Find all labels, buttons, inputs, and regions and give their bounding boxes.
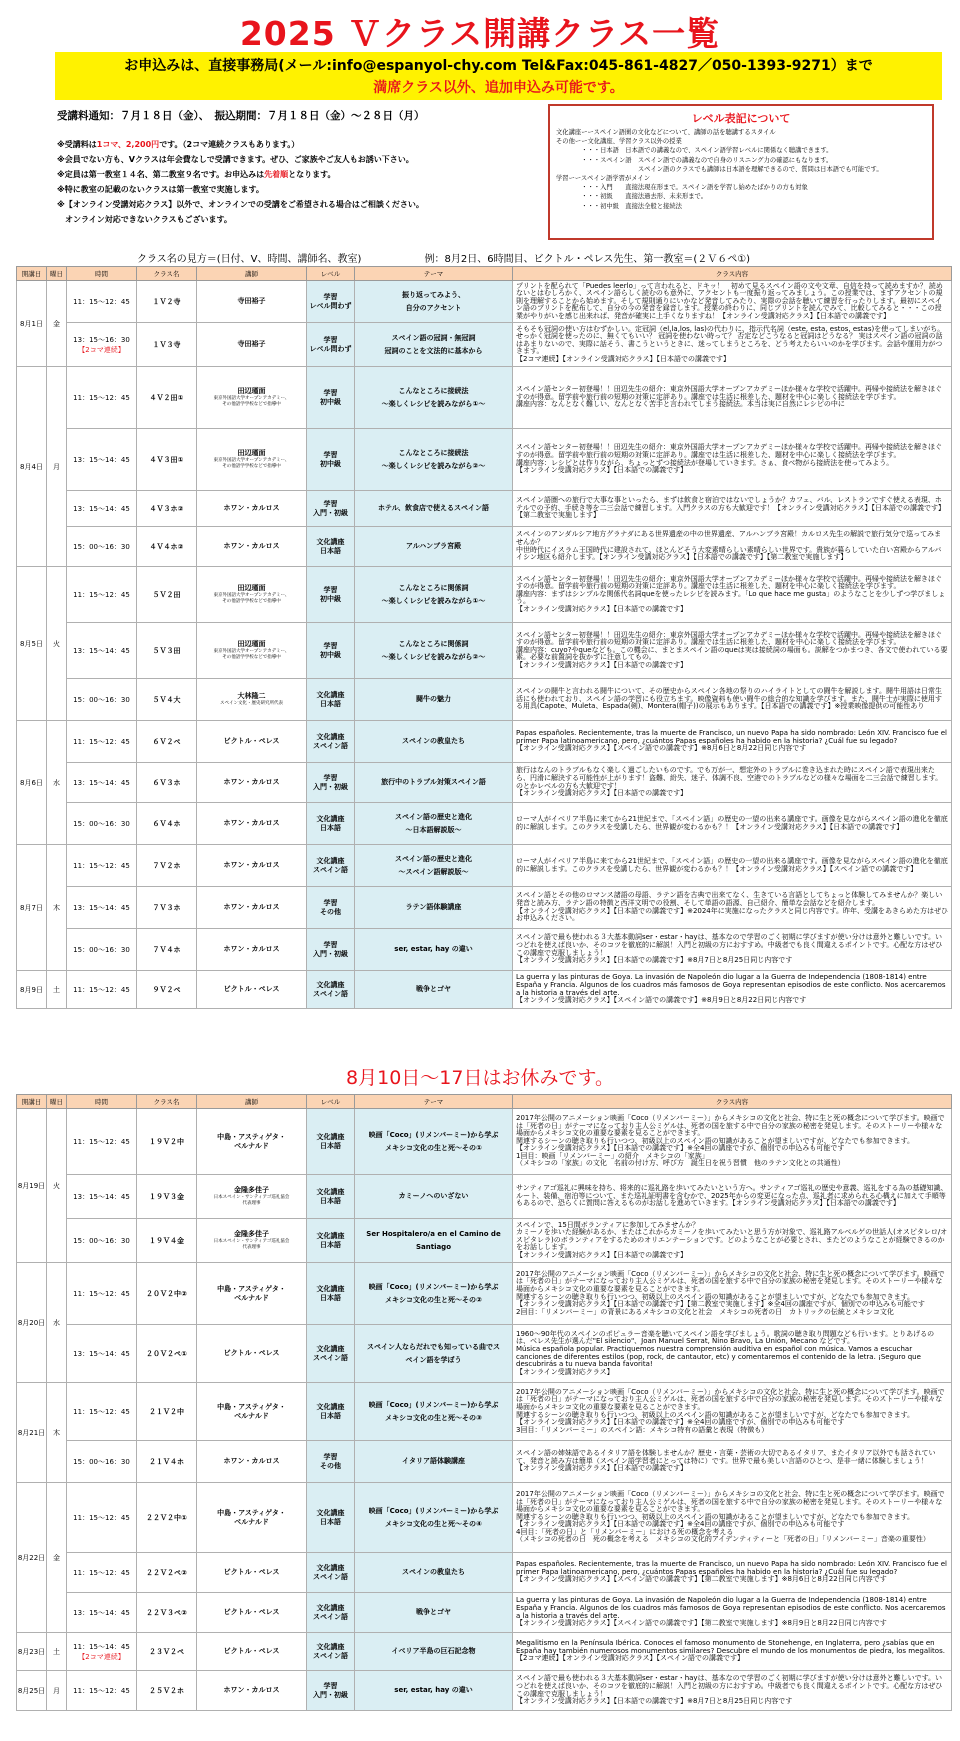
time-cell: 13：15～14：45	[67, 491, 137, 527]
class-name-cell: ７Ｖ２ホ	[137, 845, 197, 887]
weekday-cell: 火	[47, 567, 67, 721]
class-name-cell: ２２Ｖ３ペ②	[137, 1593, 197, 1633]
info-section	[0, 100, 960, 275]
page-title: 2025 Ｖクラス開講クラス一覧	[239, 14, 721, 53]
theme-cell: ser, estar, hay の違い	[355, 929, 513, 971]
content-cell: スペインの闘牛と言われる闘牛について、その歴史からスペイン各地の祭りのハイライトとしての闘牛を解説します。闘牛用語は日常生活にも使われており、スペイン語の学習にも役立ちます。映像資料も使い闘牛の総合的な知識を学びます。また、闘牛士が実際に使用する用具(Capote、Muleta、Espada(剣)、Montera(帽子))の展示もあります。【日本語での講義です】※授業映像提供の可能性あり	[513, 679, 952, 721]
table-row	[17, 971, 952, 1009]
teacher-cell: ビクトル・ペレス	[197, 1593, 307, 1633]
note-line: オンライン対応できないクラスもございます。	[57, 215, 232, 224]
teacher-affiliation: スペイン文化・歴史研究所代表	[220, 701, 283, 706]
time-cell: 15：00～16：30	[67, 929, 137, 971]
teacher-cell: 中島・アスティゲタ・ ベルナルド	[197, 1383, 307, 1441]
time-cell: 11：15～12：45	[67, 1263, 137, 1325]
weekday-cell: 水	[47, 721, 67, 845]
content-cell: スペイン語圏への旅行で大事な事といったら、まずは飲食と宿泊ではないでしょうか？カフェ、バル、レストランですぐ使える表現、ホテルでの予約、手続き等を二三会話で練習します。入門クラスの方も大歓迎です！【オンライン受講対応クラス】【日本語での講義です】【第二教室で実施します】	[513, 491, 952, 527]
weekday-cell: 金	[47, 281, 67, 367]
level-cell: 文化講座 スペイン語	[307, 1553, 355, 1593]
time-cell: 13：15～16：30 【2コマ連続】	[67, 323, 137, 367]
class-name-legend-label: クラス名の見方＝(日付、V、時間、講師名、教室)	[137, 254, 362, 265]
teacher-cell: ホワン・カルロス	[197, 527, 307, 567]
time-cell: 11：15～12：45	[67, 1483, 137, 1553]
teacher-cell: 田辺瑾面 東京外国語大学オープンアカデミー、 その他語学学校などで指導中	[197, 367, 307, 429]
class-name-cell: １Ｖ３寺	[137, 323, 197, 367]
class-name-cell: ４Ｖ２田①	[137, 367, 197, 429]
fee-dates: 受講料通知：７月１８日（金）、 振込期間：７月１８日（金）～２８日（月）	[57, 110, 425, 122]
level-cell: 学習 レベル問わず	[307, 281, 355, 323]
time-cell: 11：15～12：45	[67, 721, 137, 763]
time-cell: 13：15～14：45	[67, 1175, 137, 1219]
content-cell: スペイン語センター初登場！！田辺先生の紹介：東京外国語大学オープンアカデミーほか様々な学校で活躍中。再帰や接続法を解きほぐすのが得意。留学前や旅行前の短期の対策に定評あり。講座では生活に根差した、題材を中心に楽しく接続法を学びます。 講座内容：cuyo?やqueなども。この機会に、まとまスペイン語のqueは実は接続詞の場面も。説解をつかまつき、各文で使われている要素。必要な前置詞を抜かずに注意してもの。 【オンライン受講対応クラス】【日本語での講義です】	[513, 623, 952, 679]
content-cell: La guerra y las pinturas de Goya. La invasión de Napoleón dio lugar a la Guerra de Independencia (1808-1814) entre España y Francia. Algunos de los cuadros más famosos de Goya representan episodios de este conflicto. Nos acercaremos a la historia a través del arte. 【オンライン受講対応クラス】【スペイン語での講義です】【第二教室で実施します】※8月9日と8月22日同じ内容です	[513, 1593, 952, 1633]
time-cell: 13：15～14：45	[67, 1325, 137, 1383]
theme-cell: スペインの教皇たち	[355, 721, 513, 763]
content-cell: 2017年公開のアニメーション映画「Coco（リメンバーミー）」からメキシコの文化と社会、特に生と死の概念について学びます。映画では「死者の日」がテーマになっており主人公ミゲルは、死者の国を旅する中で自分の家族の秘密を発見します。そのストーリーや様々な場面からメキシコ文化の重要な要素を見ることができます。 関連するシーンの聴き取りも行いつつ、初級以上のスペイン語の知識があることが望ましいですが、どなたでも参加できます。 【オンライン受講対応クラス】【日本語での講義です】【第二教室で実施します】※全4回の講座ですが、個別での申込みも可能です 2回目：「リメンバーミー」の背景にあるメキシコの文化と社会 メキシコの死者の日 カトリックの伝統とメキシコ文化	[513, 1263, 952, 1325]
teacher-cell: ビクトル・ペレス	[197, 1325, 307, 1383]
time-cell: 15：00～16：30	[67, 527, 137, 567]
class-name-legend	[137, 250, 750, 265]
level-cell: 文化講座 スペイン語	[307, 971, 355, 1009]
teacher-cell: 田辺瑾面 東京外国語大学オープンアカデミー、 その他語学学校などで指導中	[197, 623, 307, 679]
level-legend-text: 文化講座ーースペイン語圏の文化などについて、講師の話を聴講するスタイル その他ーー文化講座、学習クラス以外の授業 ・・・日本語 日本語での講義なので、スペイン語学習レベルに関係なく聴講できます。 ・・・スペイン語 スペイン語での講義なので自身のリスニング力の確認にもなります。 スペイン語のクラスでも講師は日本語を理解できるので、質問は日本語でも可能です。 学習ーースペイン語学習がメイン ・・・入門 直接法現在形まで。スペイン語を学習し始めたばかりの方も対象 ・・・初級 直接法過去形、未来形まで。 ・・・初中級 直接法全般と接続法	[556, 129, 883, 210]
date-cell: 8月7日	[17, 845, 47, 971]
table-row	[17, 527, 952, 567]
class-name-cell: ９Ｖ２ペ	[137, 971, 197, 1009]
teacher-cell: 金隆多佳子 日本スペイン・サンティアゴ巡礼協会 代表理事	[197, 1219, 307, 1263]
content-cell: 2017年公開のアニメーション映画「Coco（リメンバーミー）」からメキシコの文化と社会、特に生と死の概念について学びます。映画では「死者の日」がテーマになっており主人公ミゲルは、死者の国を旅する中で自分の家族の秘密を発見します。そのストーリーや様々な場面からメキシコ文化の重要な要素を見ることができます。 関連するシーンの聴き取りも行いつつ、初級以上のスペイン語の知識があることが望ましいですが、どなたでも参加できます。 【オンライン受講対応クラス】【日本語での講義です】※全4回の講座ですが、個別での申込みも可能です 4回目：「死者の日」と「リメンバーミー」における死の概念を考える （メキシコの死者の日 死の概念を考える メキシコの文化的アイデンティティーと「死者の日」「リメンバーミー」音楽の重要性）	[513, 1483, 952, 1553]
teacher-cell: 田辺瑾面 東京外国語大学オープンアカデミー、 その他語学学校などで指導中	[197, 429, 307, 491]
theme-cell: 戦争とゴヤ	[355, 971, 513, 1009]
content-cell: 旅行はなんのトラブルもなく楽しく過ごしたいものです。でも万が一、想定外のトラブルに巻き込まれた時にスペイン語で表現出来たら、円滑に解決する可能性が上がります！盗難、紛失、迷子、体調不良、空港でのトラブルなどの様々な場面を二三会話で練習します。のとかレベルの方も大歓迎です！ 【オンライン受講対応クラス】【日本語での講義です】	[513, 763, 952, 803]
table-row	[17, 845, 952, 887]
weekday-cell: 月	[47, 367, 67, 567]
teacher-cell: 中島・アスティゲタ・ ベルナルド	[197, 1109, 307, 1175]
class-name-cell: ２０Ｖ２ペ①	[137, 1325, 197, 1383]
level-cell: 文化講座 スペイン語	[307, 845, 355, 887]
theme-cell: こんなところに関係詞 ～楽しくレシピを読みながら②～	[355, 623, 513, 679]
content-cell: スペイン語で最も使われる３大基本動詞ser・estar・hayは、基本なので学習のごく初期に学びますが使い分けは意外と難しいです。いつどれを使えば良いか、そのコツを徹底的に解説！入門と初級の方におすすめ。中級者でも良く間違えるポイントです。心配な方はぜひこの講座で克服しましょう！ 【オンライン受講対応クラス】【日本語での講義です】※8月7日と8月25日同じ内容です	[513, 1671, 952, 1711]
class-name-cell: ７Ｖ３ホ	[137, 887, 197, 929]
table-header-row	[17, 267, 952, 281]
time-cell: 15：00～16：30	[67, 1219, 137, 1263]
time-cell: 15：00～16：30	[67, 803, 137, 845]
table-row	[17, 1593, 952, 1633]
time-cell: 11：15～12：45	[67, 845, 137, 887]
level-cell: 文化講座 日本語	[307, 527, 355, 567]
schedule-table-early-august	[16, 266, 952, 1009]
level-cell: 学習 入門・初級	[307, 929, 355, 971]
consecutive-note: 【2コマ連続】	[78, 1652, 125, 1661]
table-row	[17, 803, 952, 845]
content-cell: 1960〜90年代のスペインのポピュラー音楽を聴いてスペイン語を学びましょう。歌詞の聴き取り問題なども行います。とりあげるのは、ベレス先生が選んだ"El silencio"、Joan Manuel Serrat, Nino Bravo, La Unión, Mecano などです。 Música española popular. Practiquemos nuestra comprensión auditiva en español con música. Vamos a escuchar canciones de diferentes estilos (pop, rock, de cantautor, etc) y comentaremos el contenido de la letra. ¡Seguro que descubrirás a tu nueva banda favorita! 【オンライン受講対応クラス】	[513, 1325, 952, 1383]
teacher-cell: 大林隆二 スペイン文化・歴史研究所代表	[197, 679, 307, 721]
teacher-cell: 田辺瑾面 東京外国語大学オープンアカデミー、 その他語学学校などで指導中	[197, 567, 307, 623]
table-row	[17, 1553, 952, 1593]
teacher-cell: 中島・アスティゲタ・ ベルナルド	[197, 1483, 307, 1553]
class-name-cell: ４Ｖ３田①	[137, 429, 197, 491]
class-name-cell: ４Ｖ３ホ②	[137, 491, 197, 527]
column-header: 時間	[67, 1095, 137, 1109]
time-cell: 13：15～14：45	[67, 763, 137, 803]
class-name-cell: ２２Ｖ２ペ②	[137, 1553, 197, 1593]
table-row	[17, 491, 952, 527]
date-cell: 8月4日	[17, 367, 47, 567]
class-name-cell: ２１Ｖ２中	[137, 1383, 197, 1441]
class-name-cell: ６Ｖ３ホ	[137, 763, 197, 803]
theme-cell: 映画「Coco」(リメンバーミー)から学ぶ メキシコ文化の生と死～その③	[355, 1383, 513, 1441]
banner-availability: 満席クラス以外、追加申込み可能です。	[373, 80, 624, 96]
level-cell: 文化講座 日本語	[307, 1263, 355, 1325]
table-row	[17, 1441, 952, 1483]
level-cell: 文化講座 日本語	[307, 679, 355, 721]
level-cell: 学習 入門・初級	[307, 491, 355, 527]
weekday-cell: 月	[47, 1671, 67, 1711]
level-cell: 文化講座 日本語	[307, 803, 355, 845]
teacher-cell: ホワン・カルロス	[197, 845, 307, 887]
time-cell: 13：15～14：45	[67, 1593, 137, 1633]
weekday-cell: 水	[47, 1263, 67, 1383]
content-cell: ローマ人がイベリア半島に来てから21世紀まで、「スペイン語」の歴史の一望の出来る講座です。画像を見ながらスペイン語の進化を徹底的に解説します。このクラスを受講したら、世界観が変わるかも？！【オンライン受講対応クラス】【日本語での講義です】	[513, 803, 952, 845]
content-cell: ローマ人がイベリア半島に来てから21世紀まで、「スペイン語」の歴史の一望の出来る講座です。画像を見ながらスペイン語の進化を徹底的に解説します。このクラスを受講したら、世界観が変わるかも？！【オンライン受講対応クラス】【スペイン語での講義です】	[513, 845, 952, 887]
note-line: ※【オンライン受講対応クラス】以外で、オンラインでの受講をご希望される場合はご相談ください。	[57, 200, 424, 209]
weekday-cell: 土	[47, 971, 67, 1009]
weekday-cell: 木	[47, 1383, 67, 1483]
consecutive-note: 【2コマ連続】	[78, 345, 125, 354]
table-row	[17, 1175, 952, 1219]
column-header: 時間	[67, 267, 137, 281]
date-cell: 8月23日	[17, 1633, 47, 1671]
theme-cell: 映画「Coco」(リメンバーミー)から学ぶ メキシコ文化の生と死～その②	[355, 1263, 513, 1325]
theme-cell: ser, estar, hay の違い	[355, 1671, 513, 1711]
teacher-affiliation: 東京外国語大学オープンアカデミー、 その他語学学校などで指導中	[213, 458, 290, 469]
level-cell: 文化講座 スペイン語	[307, 1593, 355, 1633]
column-header: 開講日	[17, 267, 47, 281]
content-cell: プリントを配られて「Puedes leerlo」って言われると、ドキッ！ 初めて見るスペイン語の文や文章、自信を持って読めますか？ 読めないとはむしろかく、スペイン語らしく読むのも意外に、アクセントも一度振り返ってみましょう。この授業では、まずアクセントの規則を理解することから始めます。そして規則通りにいかなど発音してみたり、実際の会話を聴いて練習を行ったりします。最初にスペイン語のプリントを配布して、自分の今の発音を録音します。授業の終わりに、同じプリントを読んでみて、比較してみると・・・この授業がやりがいを感じ出来れば、発音が確実に上手くなりますね！【オンライン受講対応クラス】【日本語での講義です】	[513, 281, 952, 323]
time-cell: 11：15～12：45	[67, 1383, 137, 1441]
time-cell: 11：15～12：45	[67, 1553, 137, 1593]
holiday-notice: 8月10日～17日はお休みです。	[346, 1067, 614, 1089]
level-cell: 学習 レベル問わず	[307, 323, 355, 367]
column-header: レベル	[307, 267, 355, 281]
teacher-cell: ホワン・カルロス	[197, 763, 307, 803]
content-cell: スペイン語センター初登場！！田辺先生の紹介：東京外国語大学オープンアカデミーほか様々な学校で活躍中。再帰や接続法を解きほぐすのが得意。留学前や旅行前の短期の対策に定評あり。講座では生活に根差した、題材を中心に楽しく接続法を学びます。 講座内容：レシピとは作りながら、ちょっとずつ接続法が登場していきます。さぁ、食べ物がら接続法を使ってみよう。 【オンライン受講対応クラス】【日本語での講義です】	[513, 429, 952, 491]
column-header: クラス名	[137, 1095, 197, 1109]
theme-cell: こんなところに接続法 ～楽しくレシピを読みながら②～	[355, 429, 513, 491]
class-name-cell: ２０Ｖ２中②	[137, 1263, 197, 1325]
class-name-cell: １９Ｖ２中	[137, 1109, 197, 1175]
table-row	[17, 281, 952, 323]
table-row	[17, 323, 952, 367]
note-line: ※受講料は1コマ、2,200円です。（2コマ連続クラスもあります。）	[57, 140, 300, 149]
teacher-cell: 金隆多佳子 日本スペイン・サンティアゴ巡礼協会 代表理事	[197, 1175, 307, 1219]
table-row	[17, 1109, 952, 1175]
theme-cell: スペインの教皇たち	[355, 1553, 513, 1593]
class-name-cell: １Ｖ２寺	[137, 281, 197, 323]
date-cell: 8月21日	[17, 1383, 47, 1483]
column-header: レベル	[307, 1095, 355, 1109]
content-cell: サンティアゴ巡礼に興味を持ち、将来的に巡礼路を歩いてみたいという方へ。サンティアゴ巡礼の歴史や意義、巡礼をする為の基礎知識、ルート、装備、宿泊等について、また巡礼証明書を含むかで、2025年からの変更になった点、巡礼者に求められる心構えに加えて手順等もあるので、恐らくに質問に答えるものがお話しを進めていきます。【オンライン受講対応クラス】【日本語での講義です】	[513, 1175, 952, 1219]
date-cell: 8月6日	[17, 721, 47, 845]
class-name-cell: ６Ｖ４ホ	[137, 803, 197, 845]
theme-cell: イタリア語体験講座	[355, 1441, 513, 1483]
theme-cell: スペイン語の歴史と進化 ～日本語解説版～	[355, 803, 513, 845]
column-header: テーマ	[355, 1095, 513, 1109]
time-cell: 13：15～14：45	[67, 429, 137, 491]
theme-cell: アルハンブラ宮殿	[355, 527, 513, 567]
time-cell: 13：15～14：45	[67, 887, 137, 929]
column-header: 開講日	[17, 1095, 47, 1109]
date-cell: 8月5日	[17, 567, 47, 721]
table-row	[17, 763, 952, 803]
level-cell: 学習 入門・初級	[307, 763, 355, 803]
level-cell: 学習 入門・初級	[307, 1671, 355, 1711]
schedule-table-late-august	[16, 1094, 952, 1711]
table-row	[17, 1219, 952, 1263]
content-cell: スペイン語とその他のロマンス諸語の母語、ラテン語を古典で出来てなく、生きている言語としてちょっと体験してみませんか？楽しい発音と読み方、ラテン語の特徴と西洋文明での役割、そして単語の語源、自己紹介、簡単な会話などを紹介します。 【オンライン受講対応クラス】【日本語での講義です】※2024年に実施になったクラスと同じ内容です。昨年、受講をあきらめた方はぜひお申込みください。	[513, 887, 952, 929]
date-cell: 8月22日	[17, 1483, 47, 1633]
teacher-cell: ホワン・カルロス	[197, 929, 307, 971]
content-cell: スペイン語で最も使われる３大基本動詞ser・estar・hayは、基本なので学習のごく初期に学びますが使い分けは意外と難しいです。いつどれを使えば良いか、そのコツを徹底的に解説！入門と初級の方におすすめ。中級者でも良く間違えるポイントです。心配な方はぜひこの講座で克服しましょう！ 【オンライン受講対応クラス】【日本語での講義です】※8月7日と8月25日同じ内容です	[513, 929, 952, 971]
note-line: ※会員でない方も、Vクラスは年会費なしで受講できます。ぜひ、ご家族やご友人もお誘い下さい。	[57, 155, 414, 164]
level-cell: 文化講座 日本語	[307, 1383, 355, 1441]
table-row	[17, 1383, 952, 1441]
application-banner	[55, 52, 942, 100]
theme-cell: 映画「Coco」(リメンバーミー)から学ぶ メキシコ文化の生と死～その①	[355, 1109, 513, 1175]
teacher-cell: ホワン・カルロス	[197, 1671, 307, 1711]
time-cell: 11：15～12：45	[67, 971, 137, 1009]
theme-cell: ホテル、飲食店で使えるスペイン語	[355, 491, 513, 527]
time-cell: 11：15～12：45	[67, 1109, 137, 1175]
class-name-cell: ６Ｖ２ペ	[137, 721, 197, 763]
time-cell: 11：15～12：45	[67, 1671, 137, 1711]
level-cell: 文化講座 スペイン語	[307, 1633, 355, 1671]
content-cell: スペインで、15日間ボランティアに参加してみませんか？ カミーノを歩いた経験があるか、またはこれからカミーノを歩いてみたいと思う方が対象で、巡礼路アルベルゲの世話人(オスピタレロ/オスピタレラ)のボランティアをするためのオリエンテーションです。どのようなことが必要とされ、またどのようなことが経験できるのかをお話しします。 【オンライン受講対応クラス】【日本語での講義です】	[513, 1219, 952, 1263]
level-cell: 文化講座 日本語	[307, 1175, 355, 1219]
class-name-cell: ７Ｖ４ホ	[137, 929, 197, 971]
class-name-cell: ２１Ｖ４ホ	[137, 1441, 197, 1483]
weekday-cell: 火	[47, 1109, 67, 1263]
theme-cell: こんなところに関係詞 ～楽しくレシピを読みながら①～	[355, 567, 513, 623]
theme-cell: Ser Hospitalero/a en el Camino de Santiago	[355, 1219, 513, 1263]
date-cell: 8月1日	[17, 281, 47, 367]
content-cell: Megalitismo en la Península Ibérica. Conoces el famoso monumento de Stonehenge, en Inglaterra, pero ¿sabías que en España hay también numerosos monumentos similares? Descubre el mundo de los monumentos de piedra, los megalitos. 【2コマ連続】【オンライン受講対応クラス】【スペイン語での講義です】	[513, 1633, 952, 1671]
column-header: 講師	[197, 1095, 307, 1109]
date-cell: 8月25日	[17, 1671, 47, 1711]
time-cell: 11：15～12：45	[67, 367, 137, 429]
table-header-row	[17, 1095, 952, 1109]
teacher-affiliation: 日本スペイン・サンティアゴ巡礼協会 代表理事	[213, 1239, 290, 1250]
info-notes	[57, 108, 537, 227]
content-cell: 2017年公開のアニメーション映画「Coco（リメンバーミー）」からメキシコの文化と社会、特に生と死の概念について学びます。映画では「死者の日」がテーマになっており主人公ミゲルは、死者の国を旅する中で自分の家族の秘密を発見します。そのストーリーや様々な場面からメキシコ文化の重要な要素を見ることができます。 関連するシーンの聴き取りも行いつつ、初級以上のスペイン語の知識があることが望ましいですが、どなたでも参加できます。 【オンライン受講対応クラス】【日本語での講義です】※全4回の講座ですが、個別での申込みも可能です 1回目：映画「リメンバーミー」の紹介 メキシコの「家族」 （メキシコの「家族」の文化 名前の付け方、呼び方 誕生日を祝う習慣 他のラテン文化との共通性）	[513, 1109, 952, 1175]
class-name-cell: ５Ｖ２田	[137, 567, 197, 623]
table-row	[17, 887, 952, 929]
level-cell: 文化講座 スペイン語	[307, 1325, 355, 1383]
level-cell: 文化講座 日本語	[307, 1219, 355, 1263]
table-row	[17, 1633, 952, 1671]
teacher-cell: ビクトル・ペレス	[197, 721, 307, 763]
banner-contact: お申込みは、直接事務局(メール:info@espanyol-chy.com Tel&Fax:045-861-4827／050-1393-9271）まで	[124, 58, 873, 74]
table-row	[17, 679, 952, 721]
teacher-affiliation: 東京外国語大学オープンアカデミー、 その他語学学校などで指導中	[213, 593, 290, 604]
class-name-cell: ５Ｖ３田	[137, 623, 197, 679]
teacher-cell: 寺田裕子	[197, 281, 307, 323]
notes-list	[57, 137, 537, 227]
class-name-cell: ２５Ｖ２ホ	[137, 1671, 197, 1711]
theme-cell: カミーノへのいざない	[355, 1175, 513, 1219]
time-cell: 11：15～12：45	[67, 281, 137, 323]
weekday-cell: 金	[47, 1483, 67, 1633]
theme-cell: こんなところに接続法 ～楽しくレシピを読みながら①～	[355, 367, 513, 429]
table-row	[17, 1263, 952, 1325]
content-cell: Papas españoles. Recientemente, tras la muerte de Francisco, un nuevo Papa ha sido nombrado: León XIV. Francisco fue el primer Papa latinoamericano, pero, ¿cuántos Papas españoles ha habido en la historia? ¿Cuál fue su legado? 【オンライン受講対応クラス】【スペイン語での講義です】※8月6日と8月22日同じ内容です	[513, 721, 952, 763]
class-name-cell: １９Ｖ３金	[137, 1175, 197, 1219]
content-cell: La guerra y las pinturas de Goya. La invasión de Napoleón dio lugar a la Guerra de Independencia (1808-1814) entre España y Francia. Algunos de los cuadros más famosos de Goya representan episodios de este conflicto. Nos acercaremos a la historia a través del arte. 【オンライン受講対応クラス】【スペイン語での講義です】※8月9日と8月22日同じ内容です	[513, 971, 952, 1009]
level-cell: 文化講座 日本語	[307, 1109, 355, 1175]
column-header: 曜日	[47, 1095, 67, 1109]
content-cell: そもそも冠詞の使い方はむずかしい。定冠詞（el,la,los, las)の代わりに、指示代名詞（este, esta, estos, estas)を使ってしまいがち。 せっかく冠詞を使ったのに、無くてもいい？ 冠詞を使わない時って？ 否定などこうなると冠詞はどうなる？ 実はスペイン語の冠詞の話はあまりないので、実際に話そう、書こうというときに、迷ってしまうところを、どう考えたらいいのかを学びます。会話や運用力がつきます。 【2コマ連続】【オンライン受講対応クラス】【日本語での講義です】	[513, 323, 952, 367]
table-row	[17, 1483, 952, 1553]
teacher-cell: ホワン・カルロス	[197, 887, 307, 929]
time-cell: 15：00～16：30	[67, 1441, 137, 1483]
time-cell: 13：15～14：45	[67, 623, 137, 679]
time-cell: 15：00～16：30	[67, 679, 137, 721]
column-header: クラス内容	[513, 1095, 952, 1109]
content-cell: スペイン語センター初登場！！田辺先生の紹介：東京外国語大学オープンアカデミーほか様々な学校で活躍中。再帰や接続法を解きほぐすのが得意。留学前や旅行前の短期の対策に定評あり。講座では生活に根差した、題材を中心に楽しく接続法を学びます。 講座内容：なんとなく難しい、なんとなく苦手と言われてしまう接続法。本当は実に自然にレシピの中に	[513, 367, 952, 429]
theme-cell: ラテン語体験講座	[355, 887, 513, 929]
content-cell: 2017年公開のアニメーション映画「Coco（リメンバーミー）」からメキシコの文化と社会、特に生と死の概念について学びます。映画では「死者の日」がテーマになっており主人公ミゲルは、死者の国を旅する中で自分の家族の秘密を発見します。そのストーリーや様々な場面からメキシコ文化の重要な要素を見ることができます。 関連するシーンの聴き取りも行いつつ、初級以上のスペイン語の知識があることが望ましいですが、どなたでも参加できます。 【オンライン受講対応クラス】【日本語での講義です】※全4回の講座ですが、個別での申込みも可能です 3回目：「リメンバーミー」のスペイン語：メキシコ特有の語彙と表現（特徴も）	[513, 1383, 952, 1441]
teacher-cell: 寺田裕子	[197, 323, 307, 367]
teacher-cell: 中島・アスティゲタ・ ベルナルド	[197, 1263, 307, 1325]
date-cell: 8月19日	[17, 1109, 47, 1263]
level-cell: 学習 初中級	[307, 623, 355, 679]
table-row	[17, 721, 952, 763]
level-legend-box	[548, 104, 934, 240]
weekday-cell: 木	[47, 845, 67, 971]
class-name-example: 例：8月2日、6時間目、ビクトル・ペレス先生、第一教室＝(２Ｖ６ペ①)	[424, 254, 751, 265]
teacher-affiliation: 日本スペイン・サンティアゴ巡礼協会 代表理事	[213, 1195, 290, 1206]
content-cell: Papas españoles. Recientemente, tras la muerte de Francisco, un nuevo Papa ha sido nombrado: León XIV. Francisco fue el primer Papa latinoamericano, pero, ¿cuántos Papas españoles ha habido en la historia? ¿Cuál fue su legado? 【オンライン受講対応クラス】【スペイン語での講義です】【第二教室で実施します】※8月6日と8月22日同じ内容です	[513, 1553, 952, 1593]
level-cell: 文化講座 スペイン語	[307, 721, 355, 763]
level-cell: 学習 初中級	[307, 429, 355, 491]
level-cell: 文化講座 日本語	[307, 1483, 355, 1553]
date-cell: 8月9日	[17, 971, 47, 1009]
class-name-cell: ２３Ｖ２ペ	[137, 1633, 197, 1671]
level-cell: 学習 その他	[307, 887, 355, 929]
teacher-cell: ホワン・カルロス	[197, 491, 307, 527]
table-row	[17, 367, 952, 429]
theme-cell: 映画「Coco」(リメンバーミー)から学ぶ メキシコ文化の生と死～その④	[355, 1483, 513, 1553]
theme-cell: 戦争とゴヤ	[355, 1593, 513, 1633]
theme-cell: 旅行中のトラブル対策スペイン語	[355, 763, 513, 803]
time-cell: 11：15～12：45	[67, 567, 137, 623]
content-cell: スペイン語の姉妹語であるイタリア語を体験しませんか？歴史・言葉・芸術の大切であるイタリア、またイタリア以外でも話されていて、発音と読み方は簡単（スペイン語学習者にとっては特に）です。世界で最も美しい言語のひとつ、是非一緒に体験しましょう！ 【オンライン受講対応クラス】【日本語での講義です】	[513, 1441, 952, 1483]
table-row	[17, 1325, 952, 1383]
table-row	[17, 567, 952, 623]
theme-cell: スペイン人ならだれでも知っている曲でス ペイン語を学ぼう	[355, 1325, 513, 1383]
content-cell: スペインのアンダルシア地方グラナダにある世界遺産の中の世界遺産、アルハンブラ宮殿！カルロス先生の解説で旅行気分で巡ってみませんか？ 中世時代にイスラム王国時代に建設されて、ほとんどそう大変素晴らしい素晴らしい世界です。貴族が暮らしていた白い宮殿からアルバイシン地区も紹介します。【オンライン受講対応クラス】【日本語での講義です】【第二教室で実施します】	[513, 527, 952, 567]
table-row	[17, 429, 952, 491]
time-cell: 11：15～14：45 【2コマ連続】	[67, 1633, 137, 1671]
column-header: テーマ	[355, 267, 513, 281]
weekday-cell: 土	[47, 1633, 67, 1671]
theme-cell: 闘牛の魅力	[355, 679, 513, 721]
note-line: ※特に教室の記載のないクラスは第一教室で実施します。	[57, 185, 264, 194]
theme-cell: スペイン語の冠詞・無冠詞 冠詞のことを文法的に基本から	[355, 323, 513, 367]
column-header: クラス名	[137, 267, 197, 281]
level-cell: 学習 初中級	[307, 367, 355, 429]
table-row	[17, 929, 952, 971]
class-name-cell: ４Ｖ４ホ②	[137, 527, 197, 567]
column-header: 講師	[197, 267, 307, 281]
date-cell: 8月20日	[17, 1263, 47, 1383]
theme-cell: スペイン語の歴史と進化 ～スペイン語解説版～	[355, 845, 513, 887]
teacher-affiliation: 東京外国語大学オープンアカデミー、 その他語学学校などで指導中	[213, 396, 290, 407]
content-cell: スペイン語センター初登場！！田辺先生の紹介：東京外国語大学オープンアカデミーほか様々な学校で活躍中。再帰や接続法を解きほぐすのが得意。留学前や旅行前の短期の対策に定評あり。講座では生活に根差した、題材を中心に楽しく接続法を学びます。 講座内容：まずはシンプルな関係代名詞queを使ったレシピを読みます。「Lo que hace me gusta」のようなことを少しずつ学びましょう。 【オンライン受講対応クラス】【日本語での講義です】	[513, 567, 952, 623]
class-name-cell: １９Ｖ４金	[137, 1219, 197, 1263]
teacher-cell: ビクトル・ペレス	[197, 1553, 307, 1593]
teacher-cell: ビクトル・ペレス	[197, 971, 307, 1009]
level-legend-title: レベル表記について	[691, 112, 791, 125]
column-header: 曜日	[47, 267, 67, 281]
level-cell: 学習 その他	[307, 1441, 355, 1483]
theme-cell: 振り返ってみよう、 自分のアクセント	[355, 281, 513, 323]
teacher-affiliation: 東京外国語大学オープンアカデミー、 その他語学学校などで指導中	[213, 649, 290, 660]
level-cell: 学習 初中級	[307, 567, 355, 623]
note-line: ※定員は第一教室１４名、第二教室９名です。お申込みは先着順となります。	[57, 170, 336, 179]
teacher-cell: ホワン・カルロス	[197, 1441, 307, 1483]
teacher-cell: ビクトル・ペレス	[197, 1633, 307, 1671]
table-row	[17, 1671, 952, 1711]
class-name-cell: ５Ｖ４大	[137, 679, 197, 721]
theme-cell: イベリア半島の巨石記念物	[355, 1633, 513, 1671]
class-name-cell: ２２Ｖ２中①	[137, 1483, 197, 1553]
column-header: クラス内容	[513, 267, 952, 281]
teacher-cell: ホワン・カルロス	[197, 803, 307, 845]
table-row	[17, 623, 952, 679]
